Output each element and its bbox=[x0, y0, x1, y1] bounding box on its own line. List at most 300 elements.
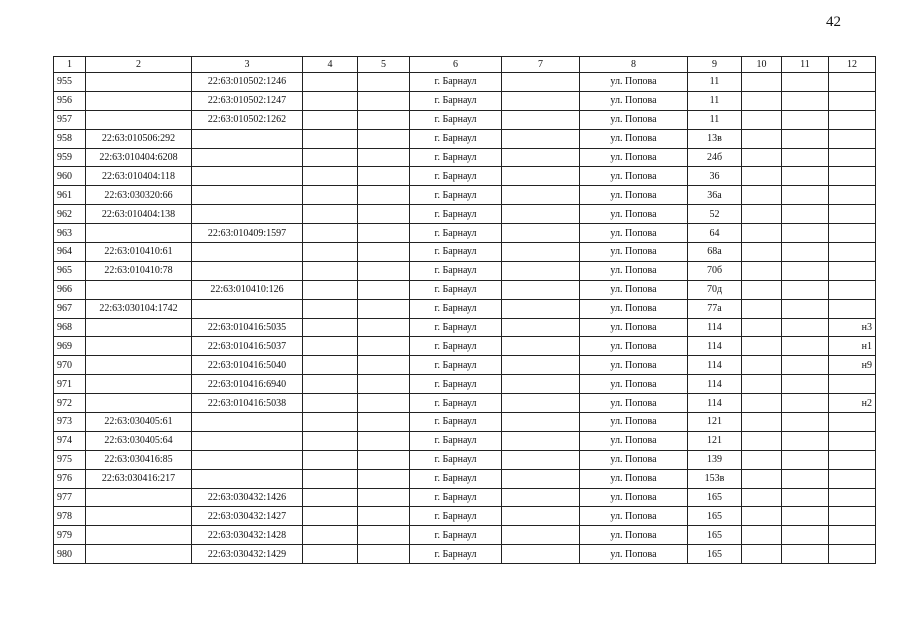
table-row bbox=[54, 73, 876, 92]
table-row bbox=[54, 167, 876, 186]
table-cell: г. Барнаул bbox=[410, 186, 502, 205]
table-cell bbox=[303, 91, 358, 110]
table-cell bbox=[829, 507, 876, 526]
table-cell bbox=[502, 205, 580, 224]
table-cell bbox=[358, 318, 410, 337]
table-cell: г. Барнаул bbox=[410, 545, 502, 564]
table-cell: г. Барнаул bbox=[410, 469, 502, 488]
table-cell bbox=[742, 243, 782, 262]
table-cell: г. Барнаул bbox=[410, 110, 502, 129]
table-row bbox=[54, 205, 876, 224]
table-cell: ул. Попова bbox=[580, 110, 688, 129]
table-cell: 972 bbox=[54, 394, 86, 413]
table-row bbox=[54, 337, 876, 356]
table-cell bbox=[829, 261, 876, 280]
column-header-9: 9 bbox=[688, 57, 742, 73]
table-cell: 965 bbox=[54, 261, 86, 280]
table-cell: 22:63:010416:5040 bbox=[192, 356, 303, 375]
table-cell: 22:63:030405:64 bbox=[86, 431, 192, 450]
table-cell: ул. Попова bbox=[580, 394, 688, 413]
table-cell bbox=[782, 148, 829, 167]
table-cell bbox=[502, 431, 580, 450]
table-cell: 958 bbox=[54, 129, 86, 148]
table-cell bbox=[829, 545, 876, 564]
table-cell: 973 bbox=[54, 413, 86, 432]
table-cell bbox=[358, 526, 410, 545]
table-cell: 22:63:010502:1247 bbox=[192, 91, 303, 110]
table-cell: ул. Попова bbox=[580, 224, 688, 243]
table-row bbox=[54, 356, 876, 375]
table-cell bbox=[86, 356, 192, 375]
table-cell bbox=[303, 356, 358, 375]
table-row bbox=[54, 469, 876, 488]
column-header-6: 6 bbox=[410, 57, 502, 73]
table-cell: г. Барнаул bbox=[410, 507, 502, 526]
table-cell: ул. Попова bbox=[580, 507, 688, 526]
table-cell: н9 bbox=[829, 356, 876, 375]
table-cell: г. Барнаул bbox=[410, 280, 502, 299]
table-cell bbox=[358, 129, 410, 148]
table-row bbox=[54, 91, 876, 110]
table-cell bbox=[502, 224, 580, 243]
table-cell bbox=[303, 167, 358, 186]
table-cell bbox=[742, 526, 782, 545]
table-cell bbox=[192, 413, 303, 432]
table-cell bbox=[782, 280, 829, 299]
table-cell: 22:63:030405:61 bbox=[86, 413, 192, 432]
column-header-5: 5 bbox=[358, 57, 410, 73]
table-cell: 121 bbox=[688, 413, 742, 432]
table-cell: 70б bbox=[688, 261, 742, 280]
table-row bbox=[54, 394, 876, 413]
table-cell bbox=[192, 431, 303, 450]
table-cell bbox=[782, 129, 829, 148]
table-cell bbox=[742, 91, 782, 110]
table-cell bbox=[502, 337, 580, 356]
table-cell: г. Барнаул bbox=[410, 299, 502, 318]
table-cell bbox=[502, 129, 580, 148]
column-header-10: 10 bbox=[742, 57, 782, 73]
table-cell bbox=[742, 337, 782, 356]
table-cell: 967 bbox=[54, 299, 86, 318]
column-header-11: 11 bbox=[782, 57, 829, 73]
table-cell bbox=[782, 110, 829, 129]
table-cell: 976 bbox=[54, 469, 86, 488]
table-cell bbox=[502, 507, 580, 526]
table-cell bbox=[303, 243, 358, 262]
table-cell: 964 bbox=[54, 243, 86, 262]
table-cell bbox=[502, 375, 580, 394]
table-row bbox=[54, 243, 876, 262]
table-cell bbox=[303, 431, 358, 450]
table-cell bbox=[358, 356, 410, 375]
table-cell: 22:63:010404:6208 bbox=[86, 148, 192, 167]
table-cell bbox=[502, 186, 580, 205]
table-cell: ул. Попова bbox=[580, 526, 688, 545]
table-row bbox=[54, 545, 876, 564]
table-cell bbox=[303, 299, 358, 318]
table-cell: 22:63:010409:1597 bbox=[192, 224, 303, 243]
table-cell bbox=[502, 73, 580, 92]
table-cell bbox=[86, 73, 192, 92]
column-header-2: 2 bbox=[86, 57, 192, 73]
table-cell bbox=[829, 243, 876, 262]
table-cell bbox=[502, 280, 580, 299]
table-cell: ул. Попова bbox=[580, 299, 688, 318]
table-cell: г. Барнаул bbox=[410, 526, 502, 545]
table-cell bbox=[192, 261, 303, 280]
table-cell: 121 bbox=[688, 431, 742, 450]
table-cell: 114 bbox=[688, 356, 742, 375]
table-cell bbox=[502, 469, 580, 488]
table-cell bbox=[192, 205, 303, 224]
table-cell bbox=[742, 375, 782, 394]
table-cell bbox=[358, 224, 410, 243]
table-cell: 68а bbox=[688, 243, 742, 262]
table-cell: н1 bbox=[829, 337, 876, 356]
table-cell bbox=[782, 261, 829, 280]
table-cell bbox=[86, 110, 192, 129]
table-cell bbox=[829, 469, 876, 488]
table-cell: 966 bbox=[54, 280, 86, 299]
table-cell: 961 bbox=[54, 186, 86, 205]
column-header-1: 1 bbox=[54, 57, 86, 73]
table-cell: 974 bbox=[54, 431, 86, 450]
table-cell bbox=[303, 507, 358, 526]
table-cell bbox=[502, 110, 580, 129]
table-cell bbox=[303, 148, 358, 167]
table-cell bbox=[742, 413, 782, 432]
table-cell: 22:63:010404:118 bbox=[86, 167, 192, 186]
table-cell: 52 bbox=[688, 205, 742, 224]
table-cell: ул. Попова bbox=[580, 488, 688, 507]
table-cell: 22:63:030320:66 bbox=[86, 186, 192, 205]
table-cell bbox=[502, 413, 580, 432]
table-cell bbox=[192, 148, 303, 167]
table-cell: ул. Попова bbox=[580, 318, 688, 337]
table-cell: 11 bbox=[688, 73, 742, 92]
table-cell bbox=[303, 488, 358, 507]
table-cell: ул. Попова bbox=[580, 375, 688, 394]
table-cell: н3 bbox=[829, 318, 876, 337]
table-cell: 22:63:010502:1246 bbox=[192, 73, 303, 92]
page-number: 42 bbox=[826, 14, 841, 30]
table-cell: 22:63:010416:5035 bbox=[192, 318, 303, 337]
table-cell bbox=[829, 280, 876, 299]
table-cell: 980 bbox=[54, 545, 86, 564]
table-cell bbox=[829, 450, 876, 469]
table-cell bbox=[358, 337, 410, 356]
table-cell: 114 bbox=[688, 394, 742, 413]
table-cell: г. Барнаул bbox=[410, 450, 502, 469]
table-cell bbox=[829, 167, 876, 186]
table-cell: ул. Попова bbox=[580, 91, 688, 110]
table-row bbox=[54, 318, 876, 337]
table-cell: 22:63:010416:5037 bbox=[192, 337, 303, 356]
table-cell bbox=[829, 488, 876, 507]
table-cell bbox=[829, 413, 876, 432]
table-cell bbox=[782, 243, 829, 262]
table-cell bbox=[782, 526, 829, 545]
table-cell bbox=[86, 526, 192, 545]
table-cell bbox=[502, 488, 580, 507]
table-row bbox=[54, 450, 876, 469]
table-cell bbox=[742, 186, 782, 205]
table-cell: 975 bbox=[54, 450, 86, 469]
table-cell bbox=[192, 299, 303, 318]
table-cell bbox=[358, 261, 410, 280]
table-cell bbox=[829, 431, 876, 450]
table-cell: 13в bbox=[688, 129, 742, 148]
table-cell bbox=[358, 431, 410, 450]
table-cell bbox=[358, 110, 410, 129]
table-cell bbox=[742, 450, 782, 469]
table-cell: 165 bbox=[688, 488, 742, 507]
table-cell: ул. Попова bbox=[580, 167, 688, 186]
table-body bbox=[54, 73, 876, 564]
table-cell: 165 bbox=[688, 507, 742, 526]
table-cell bbox=[192, 469, 303, 488]
table-cell bbox=[502, 394, 580, 413]
table-cell: 22:63:010410:61 bbox=[86, 243, 192, 262]
table-row bbox=[54, 299, 876, 318]
table-cell bbox=[502, 545, 580, 564]
table-cell: 22:63:030432:1429 bbox=[192, 545, 303, 564]
table-cell: г. Барнаул bbox=[410, 488, 502, 507]
table-cell: ул. Попова bbox=[580, 261, 688, 280]
table-row bbox=[54, 507, 876, 526]
table-cell bbox=[303, 375, 358, 394]
table-cell bbox=[358, 375, 410, 394]
table-cell: г. Барнаул bbox=[410, 91, 502, 110]
table-cell bbox=[86, 280, 192, 299]
table-cell: 165 bbox=[688, 526, 742, 545]
table-cell bbox=[782, 394, 829, 413]
table-cell bbox=[192, 243, 303, 262]
table-cell bbox=[829, 299, 876, 318]
table-cell bbox=[358, 413, 410, 432]
table-cell bbox=[303, 129, 358, 148]
table-cell: 22:63:030432:1428 bbox=[192, 526, 303, 545]
table-cell: г. Барнаул bbox=[410, 337, 502, 356]
table-cell bbox=[782, 375, 829, 394]
table-cell bbox=[358, 167, 410, 186]
table-cell bbox=[742, 299, 782, 318]
table-cell bbox=[303, 413, 358, 432]
table-cell bbox=[303, 224, 358, 243]
table-cell: 36а bbox=[688, 186, 742, 205]
table-cell bbox=[742, 148, 782, 167]
table-cell bbox=[742, 318, 782, 337]
table-cell bbox=[782, 205, 829, 224]
table-cell: 114 bbox=[688, 375, 742, 394]
table-cell: 22:63:010506:292 bbox=[86, 129, 192, 148]
table-cell bbox=[358, 507, 410, 526]
table-cell bbox=[502, 261, 580, 280]
table-cell bbox=[303, 450, 358, 469]
table-cell: ул. Попова bbox=[580, 450, 688, 469]
table-cell bbox=[782, 299, 829, 318]
table-row bbox=[54, 224, 876, 243]
table-cell bbox=[829, 186, 876, 205]
table-cell bbox=[192, 129, 303, 148]
table-cell bbox=[782, 224, 829, 243]
table-cell bbox=[358, 469, 410, 488]
table-cell bbox=[86, 545, 192, 564]
table-cell bbox=[303, 526, 358, 545]
table-cell: г. Барнаул bbox=[410, 129, 502, 148]
column-header-4: 4 bbox=[303, 57, 358, 73]
table-cell: 963 bbox=[54, 224, 86, 243]
table-cell bbox=[782, 488, 829, 507]
table-cell bbox=[303, 186, 358, 205]
table-cell bbox=[86, 224, 192, 243]
table-cell: 978 bbox=[54, 507, 86, 526]
table-cell: 77а bbox=[688, 299, 742, 318]
header-row bbox=[54, 57, 876, 73]
table-row bbox=[54, 148, 876, 167]
table-cell bbox=[742, 167, 782, 186]
table-cell: г. Барнаул bbox=[410, 167, 502, 186]
table-cell bbox=[829, 148, 876, 167]
table-cell bbox=[782, 186, 829, 205]
registry-table bbox=[53, 56, 876, 564]
table-row bbox=[54, 186, 876, 205]
table-cell bbox=[502, 148, 580, 167]
table-cell bbox=[502, 356, 580, 375]
table-cell: 957 bbox=[54, 110, 86, 129]
table-cell bbox=[358, 394, 410, 413]
table-cell: ул. Попова bbox=[580, 469, 688, 488]
table-cell bbox=[829, 205, 876, 224]
table-cell: ул. Попова bbox=[580, 148, 688, 167]
table-row bbox=[54, 261, 876, 280]
table-cell: 22:63:030416:217 bbox=[86, 469, 192, 488]
table-cell bbox=[303, 280, 358, 299]
table-cell: 969 bbox=[54, 337, 86, 356]
table-cell bbox=[303, 545, 358, 564]
table-cell bbox=[502, 167, 580, 186]
table-cell: 959 bbox=[54, 148, 86, 167]
table-cell bbox=[86, 91, 192, 110]
table-cell: ул. Попова bbox=[580, 337, 688, 356]
table-cell: г. Барнаул bbox=[410, 413, 502, 432]
table-cell bbox=[303, 110, 358, 129]
table-cell bbox=[192, 450, 303, 469]
table-cell: 139 bbox=[688, 450, 742, 469]
column-header-7: 7 bbox=[502, 57, 580, 73]
table-cell bbox=[502, 299, 580, 318]
table-cell bbox=[742, 261, 782, 280]
table-cell bbox=[742, 205, 782, 224]
table-cell: г. Барнаул bbox=[410, 148, 502, 167]
table-cell bbox=[358, 280, 410, 299]
table-cell: 36 bbox=[688, 167, 742, 186]
table-cell bbox=[502, 450, 580, 469]
table-cell bbox=[782, 356, 829, 375]
table-cell: 22:63:030104:1742 bbox=[86, 299, 192, 318]
table-cell bbox=[829, 73, 876, 92]
table-header bbox=[54, 57, 876, 73]
table-cell bbox=[502, 318, 580, 337]
table-cell: г. Барнаул bbox=[410, 224, 502, 243]
table-cell bbox=[303, 318, 358, 337]
table-cell bbox=[742, 129, 782, 148]
table-cell: ул. Попова bbox=[580, 356, 688, 375]
table-cell: 153в bbox=[688, 469, 742, 488]
table-cell bbox=[782, 73, 829, 92]
table-cell bbox=[742, 224, 782, 243]
table-cell bbox=[86, 507, 192, 526]
table-cell bbox=[742, 73, 782, 92]
table-cell bbox=[192, 167, 303, 186]
table-cell bbox=[782, 469, 829, 488]
table-cell: 22:63:010416:5038 bbox=[192, 394, 303, 413]
table-cell bbox=[782, 337, 829, 356]
table-cell: ул. Попова bbox=[580, 545, 688, 564]
table-cell: г. Барнаул bbox=[410, 318, 502, 337]
table-cell: ул. Попова bbox=[580, 186, 688, 205]
table-cell: г. Барнаул bbox=[410, 73, 502, 92]
table-cell bbox=[782, 507, 829, 526]
table-row bbox=[54, 129, 876, 148]
table-cell bbox=[358, 73, 410, 92]
table-cell bbox=[358, 488, 410, 507]
table-cell: 22:63:010410:78 bbox=[86, 261, 192, 280]
table-row bbox=[54, 375, 876, 394]
table-cell: ул. Попова bbox=[580, 431, 688, 450]
table-cell bbox=[742, 545, 782, 564]
table-cell bbox=[742, 356, 782, 375]
table-cell bbox=[86, 337, 192, 356]
table-cell: 114 bbox=[688, 337, 742, 356]
table-cell bbox=[829, 110, 876, 129]
table-cell: 24б bbox=[688, 148, 742, 167]
table-cell: 960 bbox=[54, 167, 86, 186]
table-cell bbox=[358, 299, 410, 318]
table-cell bbox=[829, 526, 876, 545]
table-cell: 971 bbox=[54, 375, 86, 394]
table-cell bbox=[742, 488, 782, 507]
table-cell bbox=[303, 261, 358, 280]
table-cell bbox=[782, 318, 829, 337]
table-cell bbox=[358, 148, 410, 167]
table-cell bbox=[86, 375, 192, 394]
table-cell bbox=[86, 394, 192, 413]
table-cell: 64 bbox=[688, 224, 742, 243]
table-row bbox=[54, 413, 876, 432]
table-cell: ул. Попова bbox=[580, 413, 688, 432]
table-cell: 22:63:010502:1262 bbox=[192, 110, 303, 129]
table-cell: г. Барнаул bbox=[410, 205, 502, 224]
table-cell bbox=[829, 129, 876, 148]
table-cell: 977 bbox=[54, 488, 86, 507]
table-cell bbox=[742, 110, 782, 129]
table-cell bbox=[358, 186, 410, 205]
table-cell: ул. Попова bbox=[580, 243, 688, 262]
table-cell: 11 bbox=[688, 110, 742, 129]
table-cell: г. Барнаул bbox=[410, 375, 502, 394]
table-cell: ул. Попова bbox=[580, 205, 688, 224]
table-cell bbox=[742, 431, 782, 450]
table-cell: 970 bbox=[54, 356, 86, 375]
table-cell: 955 bbox=[54, 73, 86, 92]
table-cell bbox=[303, 469, 358, 488]
table-cell bbox=[86, 488, 192, 507]
table-cell: 114 bbox=[688, 318, 742, 337]
table-cell bbox=[303, 73, 358, 92]
table-cell bbox=[742, 280, 782, 299]
